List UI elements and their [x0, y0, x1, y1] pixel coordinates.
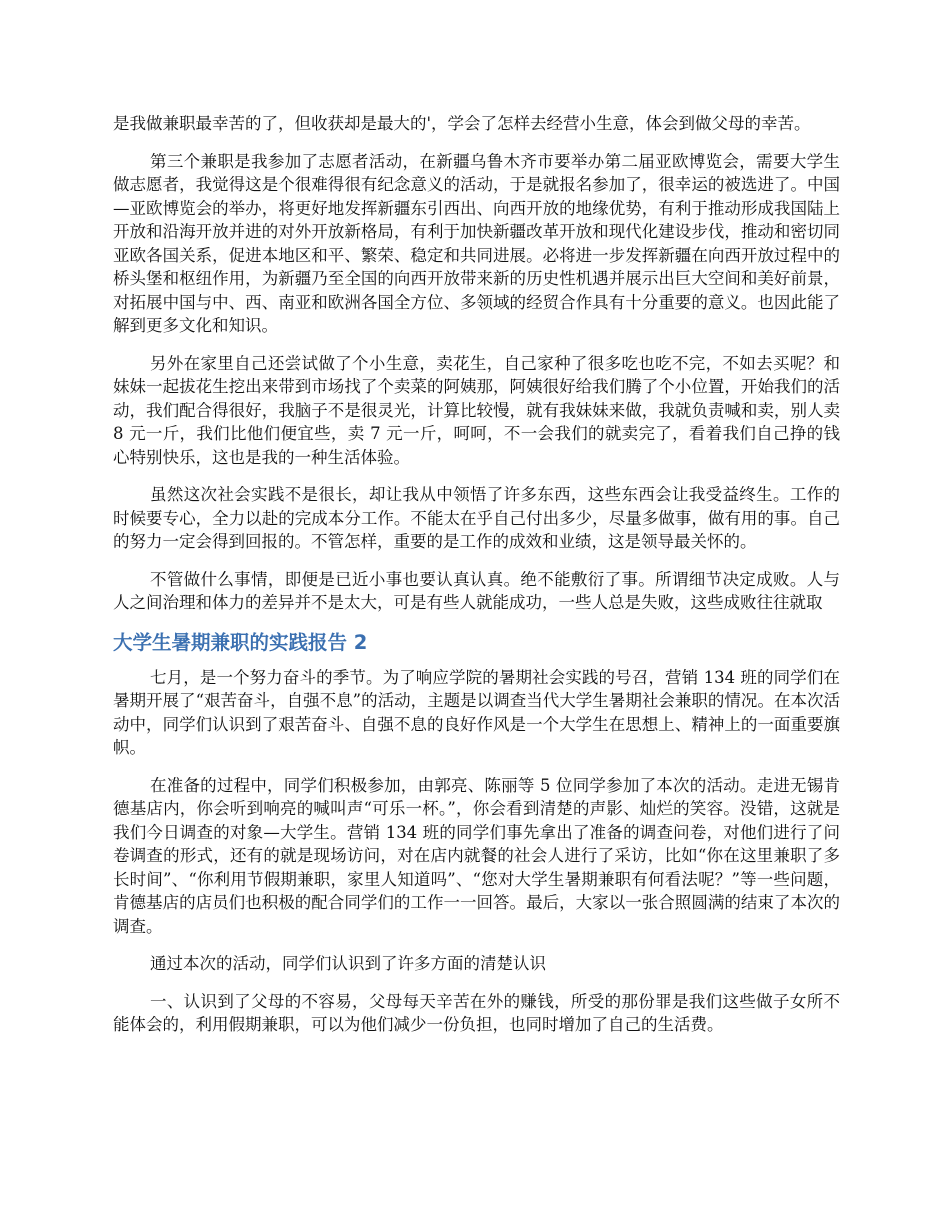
paragraph-point-one-parents: 一、认识到了父母的不容易，父母每天辛苦在外的赚钱，所受的那份罪是我们这些做子女所不能体会的，利用假期兼职，可以为他们减少一份负担，也同时增加了自己的生活费。	[113, 991, 840, 1034]
paragraph-peanut-business: 另外在家里自己还尝试做了个小生意，卖花生，自己家种了很多吃也吃不完，不如去买呢？和妹妹一起拔花生挖出来带到市场找了个卖菜的阿姨那，阿姨很好给我们腾了个小位置，开始我们的活动，我们配合得很好，我脑子不是很灵光，计算比较慢，就有我妹妹来做，我就负责喊和卖，别人卖 8 元一斤，我们比他们便宜些，卖 7 元一斤，呵呵，不一会我们的就卖完了，看着我们自己挣的钱心特别快乐，这也是我的一种生活体验。	[113, 353, 840, 467]
paragraph-kfc-survey: 在准备的过程中，同学们积极参加，由郭亮、陈丽等 5 位同学参加了本次的活动。走进无锡肯德基店内，你会听到响亮的喊叫声“可乐一杯。”，你会看到清楚的声影、灿烂的笑容。没错，这就是我们今日调查的对象—大学生。营销 134 班的同学们事先拿出了准备的调查问卷，对他们进行了问卷调查的形式，还有的就是现场访问，对在店内就餐的社会人进行了采访，比如“你在这里兼职了多长时间”、“你利用节假期兼职，家里人知道吗”、“您对大学生暑期兼职有何看法呢？”等一些问题，肯德基店的店员们也积极的配合同学们的工作一一回答。最后，大家以一张合照圆满的结束了本次的调查。	[113, 775, 840, 936]
section-heading: 大学生暑期兼职的实践报告 2	[113, 630, 368, 654]
paragraph-lessons-learned: 虽然这次社会实践不是很长，却让我从中领悟了许多东西，这些东西会让我受益终生。工作的时候要专心，全力以赴的完成本分工作。不能太在乎自己付出多少，尽量多做事，做有用的事。自己的努力一定会得到回报的。不管怎样，重要的是工作的成效和业绩，这是领导最关怀的。	[113, 485, 840, 551]
paragraph-details-matter: 不管做什么事情，即便是已近小事也要认真认真。绝不能敷衍了事。所谓细节决定成败。人与人之间治理和体力的差异并不是太大，可是有些人就能成功，一些人总是失败，这些成败往往就取	[113, 569, 840, 612]
document-page	[113, 112, 840, 1051]
paragraph-july-activity: 七月，是一个努力奋斗的季节。为了响应学院的暑期社会实践的号召，营销 134 班的同学们在暑期开展了“艰苦奋斗，自强不息”的活动，主题是以调查当代大学生暑期社会兼职的情况。在本次活动中，同学们认识到了艰苦奋斗、自强不息的良好作风是一个大学生在思想上、精神上的一面重要旗帜。	[113, 667, 840, 757]
paragraph-volunteer-expo: 第三个兼职是我参加了志愿者活动，在新疆乌鲁木齐市要举办第二届亚欧博览会，需要大学生做志愿者，我觉得这是个很难得很有纪念意义的活动，于是就报名参加了，很幸运的被选进了。中国—亚欧博览会的举办，将更好地发挥新疆东引西出、向西开放的地缘优势，有利于推动形成我国陆上开放和沿海开放并进的对外开放新格局，有利于加快新疆改革开放和现代化建设步伐，推动和密切同亚欧各国关系，促进本地区和平、繁荣、稳定和共同进展。必将进一步发挥新疆在向西开放过程中的桥头堡和枢纽作用，为新疆乃至全国的向西开放带来新的历史性机遇并展示出巨大空间和美好前景，对拓展中国与中、西、南亚和欧洲各国全方位、多领域的经贸合作具有十分重要的意义。也因此能了解到更多文化和知识。	[113, 151, 840, 335]
paragraph-continuation: 是我做兼职最幸苦的了，但收获却是最大的'，学会了怎样去经营小生意，体会到做父母的幸苦。	[113, 114, 811, 133]
paragraph-recognition-intro: 通过本次的活动，同学们认识到了许多方面的清楚认识	[150, 954, 546, 973]
